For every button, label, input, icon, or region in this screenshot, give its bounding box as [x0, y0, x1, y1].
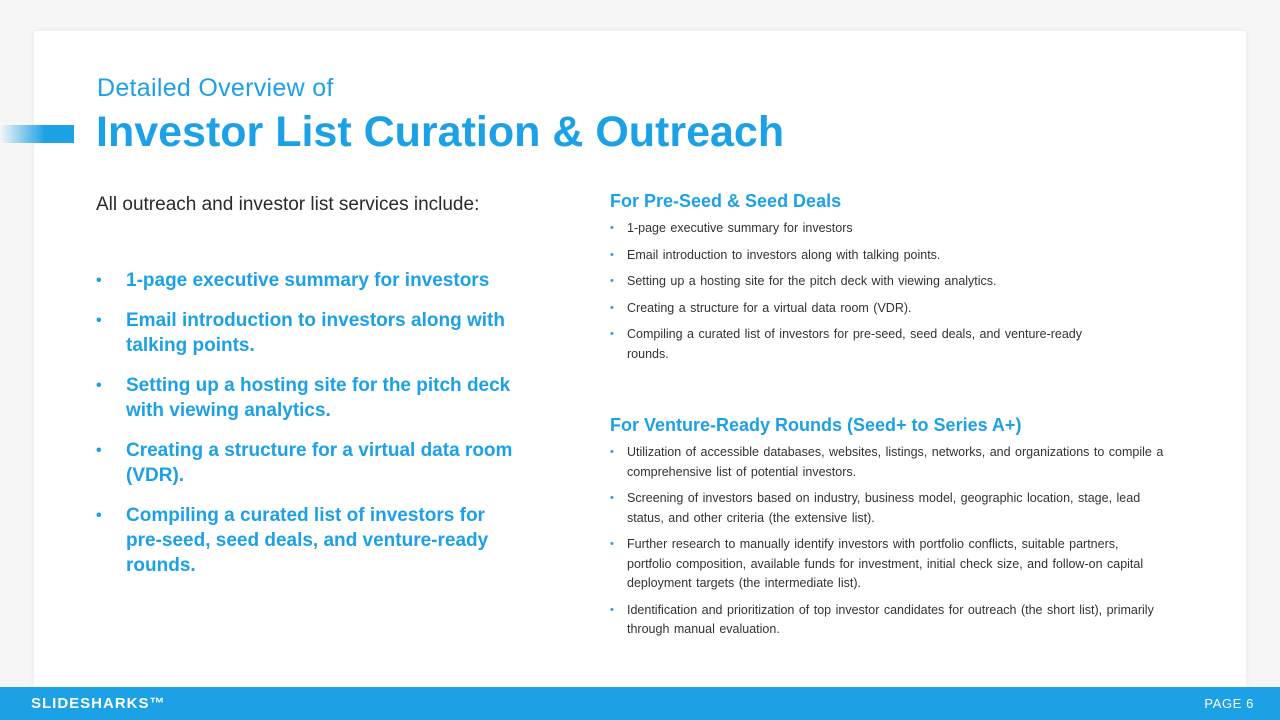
bullet-icon: • [96, 442, 102, 459]
list-item [96, 373, 516, 423]
list-item-text: Creating a structure for a virtual data room (VDR). [627, 300, 912, 315]
bullet-icon: • [96, 507, 102, 524]
list-item-text: Setting up a hosting site for the pitch deck with viewing analytics. [126, 375, 511, 421]
accent-bar [0, 125, 74, 143]
list-item [610, 489, 1166, 528]
bullet-icon: • [96, 377, 102, 394]
list-item-text: Email introduction to investors along with talking points. [627, 247, 941, 262]
list-item [610, 272, 1082, 292]
bullet-icon: • [610, 446, 614, 458]
list-item-text: Setting up a hosting site for the pitch deck with viewing analytics. [627, 274, 997, 288]
list-item-text: Identification and prioritization of top investor candidates for outreach (the short list), primarily through manual evaluation. [627, 602, 1154, 636]
list-item-text: Creating a structure for a virtual data room (VDR). [126, 440, 513, 486]
list-item [96, 268, 516, 293]
list-item-text: Compiling a curated list of investors for pre-seed, seed deals, and venture-ready rounds. [627, 327, 1082, 361]
preseed-list [610, 219, 1166, 371]
bullet-icon: • [610, 538, 614, 550]
brand-logo: SLIDESHARKS™ [31, 695, 166, 712]
list-item [610, 443, 1166, 482]
list-item [96, 438, 516, 488]
footer-bar [0, 687, 1280, 720]
venture-heading: For Venture-Ready Rounds (Seed+ to Series A+) [610, 415, 1022, 435]
list-item-text: Email introduction to investors along with talking points. [126, 310, 505, 356]
list-item-text: Utilization of accessible databases, websites, listings, networks, and organizations to compile a comprehensive list of potential investors. [627, 445, 1164, 479]
list-item-text: Screening of investors based on industry, business model, geographic location, stage, lead status, and other criteria (the extensive list). [627, 491, 1141, 525]
intro-text: All outreach and investor list services include: [96, 194, 480, 215]
bullet-icon: • [610, 301, 614, 314]
list-item [610, 601, 1166, 640]
bullet-icon: • [610, 222, 614, 234]
venture-list [610, 443, 1166, 647]
list-item [610, 535, 1166, 594]
list-item-text: Compiling a curated list of investors for pre-seed, seed deals, and venture-ready rounds. [126, 505, 489, 576]
bullet-icon: • [96, 272, 102, 289]
bullet-icon: • [610, 328, 614, 340]
services-list [96, 268, 516, 593]
list-item-text: Further research to manually identify investors with portfolio conflicts, suitable partners, portfolio composition, available funds for investment, initial check size, and follow-on capital deployment targets (the intermediate list). [627, 537, 1144, 590]
list-item-text: 1-page executive summary for investors [627, 221, 853, 235]
bullet-icon: • [610, 248, 614, 261]
list-item [610, 299, 1082, 319]
list-item [96, 503, 516, 578]
page-number: PAGE 6 [1204, 696, 1254, 711]
slide-subtitle: Detailed Overview of [97, 74, 334, 102]
list-item [610, 246, 1082, 266]
list-item [610, 219, 1082, 239]
bullet-icon: • [610, 603, 614, 616]
preseed-heading: For Pre-Seed & Seed Deals [610, 191, 842, 211]
bullet-icon: • [610, 275, 614, 287]
list-item [96, 308, 516, 358]
list-item [610, 325, 1082, 364]
bullet-icon: • [96, 312, 102, 329]
slide-title: Investor List Curation & Outreach [96, 108, 785, 156]
list-item-text: 1-page executive summary for investors [126, 270, 490, 291]
bullet-icon: • [610, 492, 614, 504]
